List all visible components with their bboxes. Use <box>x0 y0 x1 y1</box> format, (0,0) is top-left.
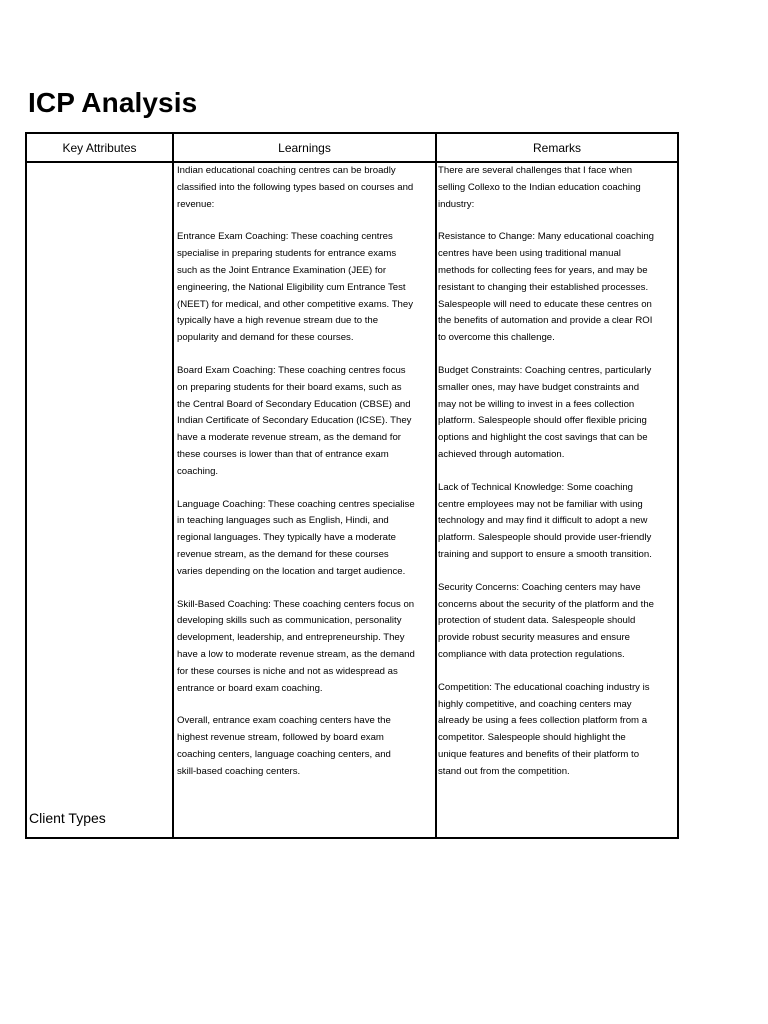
remarks-paragraph-security: Security Concerns: Coaching centers may have concerns about the security of the platform and the protection of student data. Salespeople should provide robust security measures and ensure compliance with data protection regulations. <box>438 581 654 660</box>
learnings-paragraph-overall: Overall, entrance exam coaching centers have the highest revenue stream, followed by board exam coaching centers, language coaching centers, and skill-based coaching centers. <box>177 715 391 777</box>
header-key-attributes: Key Attributes <box>26 133 173 162</box>
remarks-paragraph-competition: Competition: The educational coaching industry is highly competitive, and coaching centers may already be using a fees collection platform from a competitor. Salespeople should highlight the unique features and benefits of their platform to stand out from the competition. <box>438 681 650 777</box>
table-row <box>26 162 678 838</box>
header-learnings: Learnings <box>173 133 436 162</box>
remarks-paragraph-technical: Lack of Technical Knowledge: Some coaching centre employees may not be familiar with using technology and may find it difficult to adopt a new platform. Salespeople should provide user-friendly training and support to ensure a smooth transition. <box>438 481 652 560</box>
remarks-paragraph-resistance: Resistance to Change: Many educational coaching centres have been using traditional manual methods for collecting fees for years, and may be resistant to changing their established processes. Salespeople will need to educate these centres on the benefits of automation and provide a clear ROI to overcome this challenge. <box>438 231 654 344</box>
table-header <box>26 133 678 162</box>
learnings-cell <box>173 162 436 838</box>
learnings-paragraph-language: Language Coaching: These coaching centres specialise in teaching languages such as English, Hindi, and regional languages. They typically have a moderate revenue stream, as the demand for these courses varies depending on the location and target audience. <box>177 498 415 577</box>
remarks-cell <box>436 162 678 838</box>
header-row <box>26 133 678 162</box>
icp-analysis-table <box>25 132 679 839</box>
client-types-label: Client Types <box>29 810 106 826</box>
key-attribute-cell <box>26 162 173 838</box>
learnings-paragraph-skill-based: Skill-Based Coaching: These coaching centers focus on developing skills such as communication, personality development, leadership, and entrepreneurship. They have a low to moderate revenue stream, as the demand for these courses is niche and not as widespread as entrance or board exam coaching. <box>177 598 415 694</box>
table-body <box>26 162 678 838</box>
remarks-paragraph-budget: Budget Constraints: Coaching centres, particularly smaller ones, may have budget constraints and may not be willing to invest in a fees collection platform. Salespeople should offer flexible pricing options and highlight the cost savings that can be achieved through automation. <box>438 364 652 460</box>
learnings-paragraph-board-exam: Board Exam Coaching: These coaching centres focus on preparing students for their board exams, such as the Central Board of Secondary Education (CBSE) and Indian Certificate of Secondary Education (ICSE). They have a moderate revenue stream, as the demand for these courses is lower than that of entrance exam coaching. <box>177 364 412 477</box>
page-title: ICP Analysis <box>28 87 198 118</box>
learnings-paragraph-entrance-exam: Entrance Exam Coaching: These coaching centres specialise in preparing students for entrance exams such as the Joint Entrance Examination (JEE) for engineering, the National Eligibility cum Entrance Test (NEET) for medical, and other competitive exams. They typically have a high revenue stream due to the popularity and demand for these courses. <box>177 231 414 344</box>
remarks-paragraph-intro: There are several challenges that I face when selling Collexo to the Indian education coaching industry: <box>438 165 641 210</box>
learnings-paragraph-intro: Indian educational coaching centres can be broadly classified into the following types based on courses and revenue: <box>177 165 414 210</box>
header-remarks: Remarks <box>436 133 678 162</box>
